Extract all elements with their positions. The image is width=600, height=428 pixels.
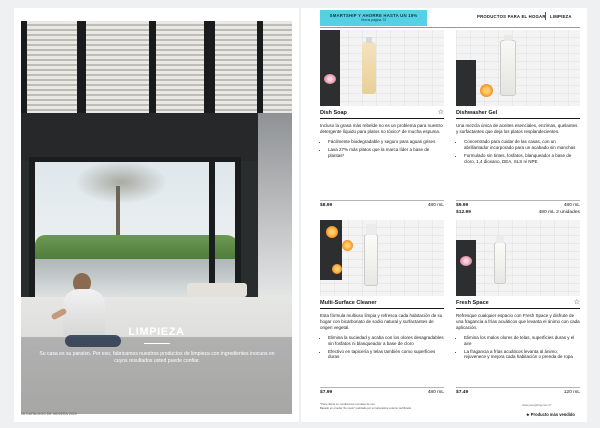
breadcrumb-category: LIMPIEZA bbox=[550, 14, 572, 19]
product-image bbox=[320, 30, 444, 106]
price: $7.99 bbox=[320, 390, 333, 395]
product-image bbox=[456, 220, 580, 296]
bullet: • La fragancia a frías acuáticos levanta al ánimo, rejuvenece y mejora cada habitación o prenda de ropa bbox=[464, 349, 580, 361]
sofa bbox=[187, 283, 247, 297]
product-name: Fresh Space bbox=[456, 300, 489, 306]
product-card-dishwasher-gel bbox=[456, 30, 580, 216]
fresh-space-bottle bbox=[494, 242, 506, 284]
banner-headline: SMARTSHIP Y AHORRE HASTA UN 15% bbox=[329, 12, 418, 18]
left-page bbox=[14, 8, 299, 422]
orange-slice bbox=[326, 226, 338, 238]
product-bullets bbox=[320, 139, 444, 159]
window-frame bbox=[209, 161, 215, 299]
cleaner-bottle bbox=[364, 234, 378, 286]
intro-text: Su casa es su paraíso. Por eso, fabricamos nuestros productos de limpieza con ingredientes inocuos en cuyos resultados usted puede confiar. bbox=[39, 351, 275, 365]
bullet: • Formulado sin tintes, fosfatos, blanqueador a base de cloro, 1,4 dioxano, DEA, SLS ni NPE bbox=[464, 153, 580, 165]
product-card-dish-soap bbox=[320, 30, 444, 210]
bottle-cap bbox=[366, 37, 372, 43]
dishwasher-gel-bottle bbox=[500, 40, 516, 96]
bullet: • Efectivo en tapicería y telas también como superficies duras bbox=[328, 349, 444, 361]
right-page bbox=[301, 8, 587, 422]
price-block bbox=[456, 200, 580, 216]
flower bbox=[324, 74, 336, 84]
product-card-fresh-space bbox=[456, 220, 580, 400]
product-bullets bbox=[456, 335, 580, 361]
product-name-row bbox=[456, 299, 580, 309]
product-bullets bbox=[456, 139, 580, 165]
bullet: • Elimina los malos olores de telas, superficies duras y el aire bbox=[464, 335, 580, 347]
size: 480 mL bbox=[427, 203, 444, 208]
window-frame bbox=[29, 157, 241, 162]
price-block bbox=[320, 200, 444, 210]
price-row bbox=[456, 210, 580, 217]
star-outline-icon: ☆ bbox=[437, 109, 444, 116]
product-description: Incluso la grasa más rebelde no es un problema para nuestro detergente líquido para platos no tóxico* de mucha espuma. bbox=[320, 123, 443, 134]
slate-board bbox=[456, 240, 476, 296]
size: 120 mL bbox=[563, 390, 580, 395]
window-frame bbox=[235, 161, 241, 299]
section-title: LIMPIEZA bbox=[128, 326, 185, 338]
orange-slice bbox=[342, 240, 353, 251]
orange-slice bbox=[332, 264, 342, 274]
orange-slice bbox=[480, 84, 493, 97]
price: $8.99 bbox=[320, 203, 333, 208]
bestseller-legend: ★ Producto más vendido bbox=[526, 412, 575, 417]
star-outline-icon: ☆ bbox=[573, 299, 580, 306]
size: 480 mL bbox=[427, 390, 444, 395]
bullet: • Elimina la suciedad y acaba con los olores desagradables sin fosfatos ni blanqueador a base de cloro bbox=[328, 335, 444, 347]
ceiling-beam bbox=[149, 21, 156, 113]
footnote-line: Basado en prueba "de vuelo" realizada por un laboratorio externo certificado. bbox=[320, 406, 412, 410]
ceiling-beam bbox=[21, 21, 27, 113]
price-block bbox=[456, 387, 580, 397]
product-name-row bbox=[456, 109, 580, 119]
product-image bbox=[456, 30, 580, 106]
title-underline bbox=[144, 343, 170, 344]
product-card-multi-surface-cleaner bbox=[320, 220, 444, 400]
product-name: Dishwasher Gel bbox=[456, 110, 498, 116]
slate-board bbox=[320, 30, 340, 106]
size: 480 mL bbox=[563, 203, 580, 208]
price-row bbox=[456, 203, 580, 210]
footnote bbox=[320, 403, 412, 410]
smartship-banner[interactable] bbox=[320, 10, 427, 26]
tree bbox=[76, 161, 166, 203]
footnote-line: *Para cliente en condiciones normales de uso. bbox=[320, 403, 376, 406]
price-block bbox=[320, 387, 444, 397]
bullet: • Lava 27% más platos que la marca líder a base de plantas* bbox=[328, 147, 444, 159]
breadcrumb-divider bbox=[545, 12, 546, 20]
dark-wall bbox=[21, 113, 292, 161]
product-name: Multi-Surface Cleaner bbox=[320, 300, 377, 306]
price: $12.99 bbox=[456, 209, 471, 215]
dish-soap-bottle bbox=[362, 42, 376, 94]
flower bbox=[460, 256, 472, 266]
product-image bbox=[320, 220, 444, 296]
price-row bbox=[320, 390, 444, 397]
price-row bbox=[320, 203, 444, 210]
bottle-cap bbox=[504, 35, 512, 41]
text-overlay bbox=[21, 337, 292, 414]
price: $7.49 bbox=[456, 390, 469, 395]
product-description: Refresque cualquier espacio con Fresh Space y disfrute de una fragancia a frías acuáticos que levanta el ánimo con cada aplicación. bbox=[456, 313, 580, 330]
product-name-row bbox=[320, 109, 444, 119]
product-description: Una mezcla única de aceites esenciales, enzimas, quelantes y surfactantes que deja los platos resplandecientes. bbox=[456, 123, 578, 134]
product-description: Esta fórmula multiuso limpia y refresca cada habitación de su hogar con bicarbonato de sodio natural y surfactantes de origen vegetal. bbox=[320, 313, 443, 330]
website-folio: www.youngliving.com 17 bbox=[522, 404, 552, 407]
size: 480 mL 2 unidades bbox=[538, 209, 580, 215]
window-frame bbox=[29, 161, 35, 299]
ceiling-slats bbox=[21, 21, 292, 113]
bright-wall bbox=[258, 113, 292, 297]
page-folio: 16 CATÁLOGO DE MOJERA 2020 bbox=[21, 412, 78, 416]
ceiling-beam bbox=[257, 21, 263, 113]
ceiling-beam bbox=[77, 21, 86, 113]
bullet: • Fácilmente biodegradable y seguro para aguas grises bbox=[328, 139, 444, 145]
price: $9.99 bbox=[456, 203, 469, 208]
spray-trigger bbox=[366, 224, 376, 235]
product-name-row bbox=[320, 299, 444, 309]
spray-cap bbox=[496, 236, 504, 243]
bullet: • Concentrado para cuidar de las casas, con un abrillantador incorporado para un acabado sin manchas bbox=[464, 139, 580, 151]
header-rule bbox=[320, 27, 580, 28]
banner-subline: Vea la página 72 bbox=[360, 18, 387, 23]
slate-board bbox=[456, 60, 476, 106]
product-name: Dish Soap bbox=[320, 110, 347, 116]
breadcrumb-section: PRODUCTOS PARA EL HOGAR bbox=[477, 14, 546, 19]
ceiling-beam bbox=[204, 21, 215, 113]
price-row bbox=[456, 390, 580, 397]
product-bullets bbox=[320, 335, 444, 361]
